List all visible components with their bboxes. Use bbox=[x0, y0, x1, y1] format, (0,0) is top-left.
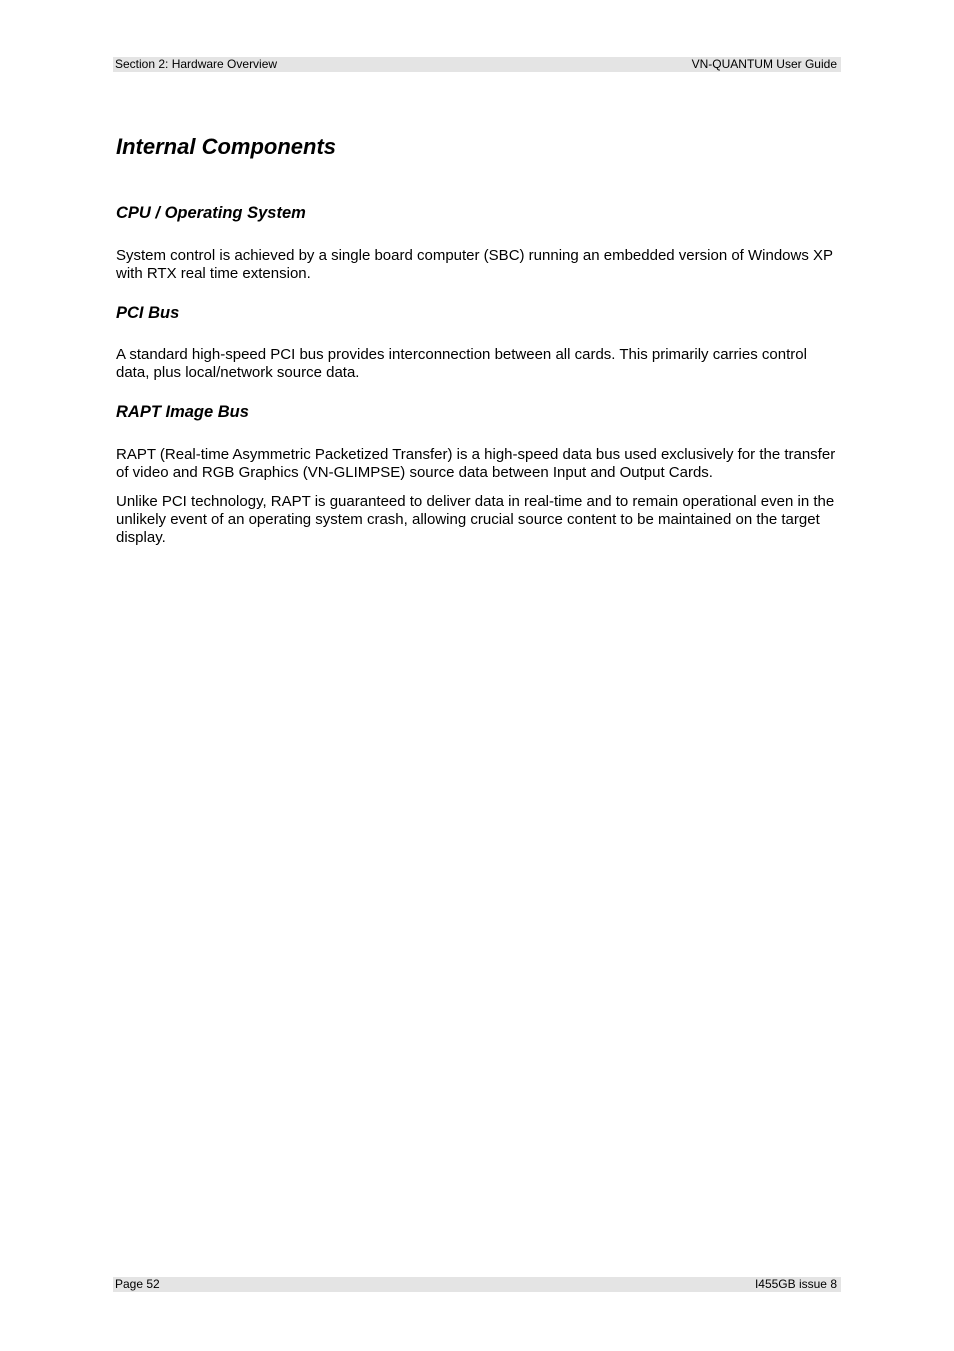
header-section-label: Section 2: Hardware Overview bbox=[115, 57, 278, 71]
section-heading-rapt: RAPT Image Bus bbox=[116, 403, 249, 421]
paragraph-rapt-1: RAPT (Real-time Asymmetric Packetized Transfer) is a high-speed data bus used exclusively for the transfer of video and RGB Graphics (VN-GLIMPSE) source data between Input and Output Cards. bbox=[116, 446, 836, 481]
paragraph-cpu: System control is achieved by a single board computer (SBC) running an embedded version of Windows XP with RTX real time extension. bbox=[116, 247, 833, 282]
page-footer bbox=[113, 1277, 841, 1292]
page-header bbox=[113, 57, 841, 72]
footer-page-number: Page 52 bbox=[115, 1277, 160, 1291]
footer-issue: I455GB issue 8 bbox=[754, 1277, 837, 1291]
paragraph-pci: A standard high-speed PCI bus provides interconnection between all cards. This primarily carries control data, plus local/network source data. bbox=[116, 346, 807, 381]
section-heading-pci: PCI Bus bbox=[116, 304, 180, 322]
header-guide-title: VN-QUANTUM User Guide bbox=[691, 57, 837, 71]
section-heading-cpu: CPU / Operating System bbox=[116, 204, 306, 222]
paragraph-rapt-2: Unlike PCI technology, RAPT is guaranteed to deliver data in real-time and to remain operational even in the unlikely event of an operating system crash, allowing crucial source content to be maintained on the target display. bbox=[116, 493, 835, 546]
page-title: Internal Components bbox=[116, 134, 337, 159]
